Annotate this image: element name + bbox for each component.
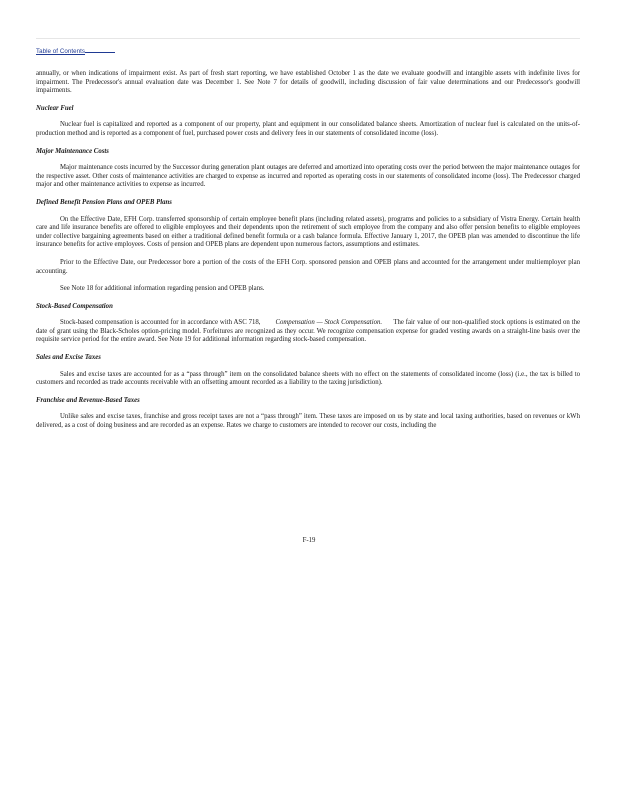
major-maintenance-paragraph: Major maintenance costs incurred by the Successor during generation plant outages are deferred and amortized into operating costs over the period between the major maintenance outages for the respective asset. Other costs of maintenance activities are charged to expense as incurred and reported as operating costs in our statements of consolidated income (loss). The Predecessor charged major and other maintenance activities to expense as incurred. [36, 164, 580, 189]
asc-718-title: Compensation — Stock Compensation. [275, 319, 383, 327]
pension-paragraph-3: See Note 18 for additional information regarding pension and OPEB plans. [60, 285, 265, 293]
pension-paragraph-1: On the Effective Date, EFH Corp. transferred sponsorship of certain employee benefit plans (including related assets), programs and policies to a subsidiary of Vistra Energy. Certain health care and life insurance benefits are offered to eligible employees and their dependents upon the retirement of such employee from the company and also offer pension benefits to eligible employees under collective bargaining agreements based on either a traditional defined benefit formula or a cash balance formula. Effective January 1, 2017, the OPEB plan was amended to discontinue the life insurance benefits for active employees. Costs of pension and OPEB plans are dependent upon numerous factors, assumptions and estimates. [36, 215, 580, 249]
section-title-nuclear-fuel: Nuclear Fuel [36, 104, 74, 112]
section-title-stock-compensation: Stock-Based Compensation [36, 302, 113, 310]
header-rule [36, 38, 580, 39]
document-body [36, 70, 580, 431]
section-title-pension-opeb: Defined Benefit Pension Plans and OPEB Plans [36, 198, 172, 206]
nuclear-fuel-paragraph: Nuclear fuel is capitalized and reported as a component of our property, plant and equipment in our consolidated balance sheets. Amortization of nuclear fuel is calculated on the units-of-production method and is reported as a component of fuel, purchased power costs and delivery fees in our statements of consolidated income (loss). [36, 121, 580, 137]
sales-excise-paragraph: Sales and excise taxes are accounted for as a “pass through” item on the consolidated balance sheets with no effect on the statements of consolidated income (loss) (i.e., the tax is billed to customers and recorded as trade accounts receivable with an offsetting amount recorded as a liability to the taxing jurisdiction). [36, 370, 580, 387]
section-title-franchise-taxes: Franchise and Revenue-Based Taxes [36, 396, 140, 404]
pension-paragraph-2: Prior to the Effective Date, our Predecessor bore a portion of the costs of the EFH Corp. sponsored pension and OPEB plans and accounted for the arrangement under multiemployer plan accounting. [36, 258, 580, 275]
intro-paragraph: annually, or when indications of impairment exist. As part of fresh start reporting, we have established October 1 as the date we evaluate goodwill and intangible assets with indefinite lives for impairment. The Predecessor's annual evaluation date was December 1. See Note 7 for details of goodwill, including discussion of fair value determinations and our Predecessor's goodwill impairments. [36, 70, 580, 95]
franchise-taxes-paragraph: Unlike sales and excise taxes, franchise and gross receipt taxes are not a “pass through” item. These taxes are imposed on us by state and local taxing authorities, based on revenues or kWh delivered, as a cost of doing business and are recorded as an expense. Rates we charge to customers are intended to recover our costs, including the [36, 413, 580, 430]
section-title-sales-excise: Sales and Excise Taxes [36, 354, 101, 362]
stock-text-a: Stock-based compensation is accounted for in accordance with ASC 718, [60, 319, 261, 327]
page-number: F-19 [302, 537, 316, 544]
table-of-contents-link[interactable]: Table of Contents [36, 48, 115, 55]
stock-compensation-paragraph [36, 319, 580, 345]
stock-text-b: The fair value of our non-qualified stock options is estimated on the date of grant using the Black-Scholes option-pricing model. Forfeitures are recognized as they occur. We recognize compensation expense for graded vesting awards on a straight-line basis over the requisite service period for the entire award. See Note 19 for additional information regarding stock-based compensation. [36, 319, 581, 344]
section-title-major-maintenance: Major Maintenance Costs [36, 147, 109, 155]
